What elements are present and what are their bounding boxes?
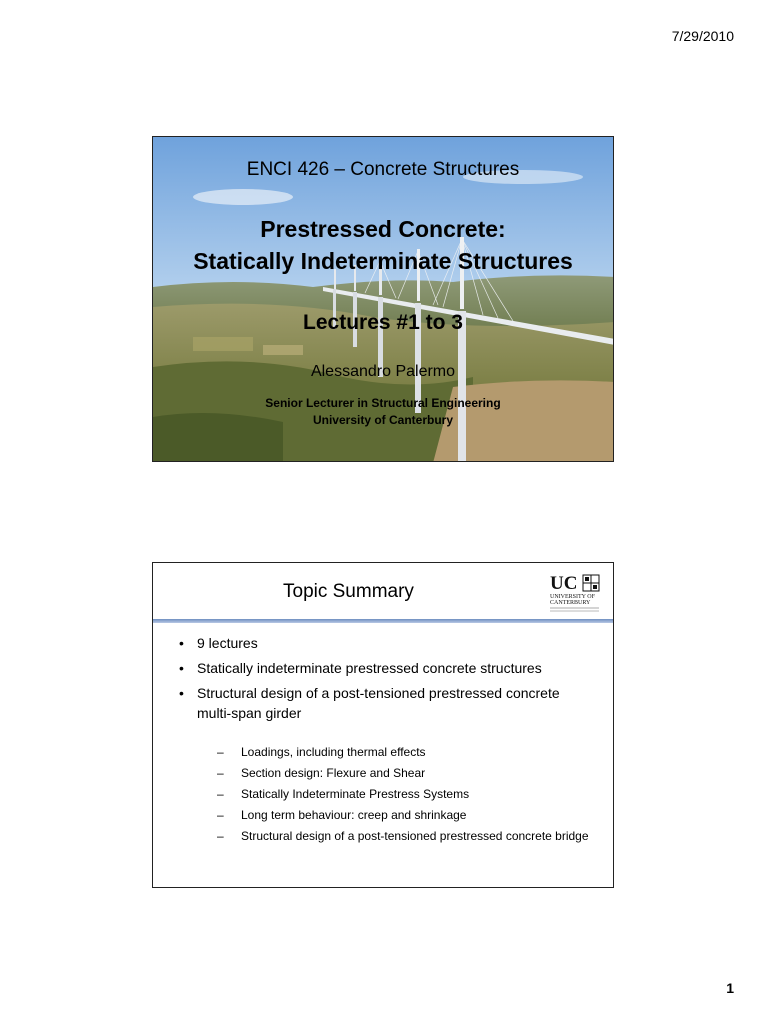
list-item: • 9 lectures — [177, 633, 593, 653]
course-title: ENCI 426 – Concrete Structures — [246, 159, 520, 180]
sub-list-item: – Statically Indeterminate Prestress Systems — [217, 785, 593, 803]
university-logo-icon — [549, 571, 603, 615]
sub-list-item: – Section design: Flexure and Shear — [217, 764, 593, 782]
slide-title: Topic Summary — [283, 581, 414, 602]
bullet-list — [177, 633, 593, 728]
author-role-line2: University of Canterbury — [312, 413, 454, 427]
sub-list-item: – Loadings, including thermal effects — [217, 743, 593, 761]
list-item — [177, 683, 593, 723]
author-role-line1: Senior Lecturer in Structural Engineering — [265, 396, 501, 410]
header-rule — [153, 619, 613, 623]
sub-list-item: – Structural design of a post-tensioned prestressed concrete bridge — [217, 827, 593, 845]
lectures-range: Lectures #1 to 3 — [303, 311, 463, 334]
topic-summary-slide — [152, 562, 614, 888]
lecture-title-line2: Statically Indeterminate Structures — [193, 248, 573, 274]
logo-uc-text: UC — [550, 573, 578, 594]
logo-line1-text: UNIVERSITY OF — [550, 594, 595, 600]
sub-list-item: – Long term behaviour: creep and shrinkage — [217, 806, 593, 824]
author-role — [153, 395, 613, 429]
author-name: Alessandro Palermo — [310, 363, 456, 380]
logo-line2-text: CANTERBURY — [550, 600, 591, 606]
sub-bullet-list — [177, 743, 593, 848]
list-item: • Statically indeterminate prestressed concrete structures — [177, 658, 593, 678]
lecture-title-line1: Prestressed Concrete: — [260, 216, 506, 242]
page-number: 1 — [726, 980, 734, 996]
page-date: 7/29/2010 — [671, 28, 734, 44]
slide-header — [153, 563, 613, 619]
title-slide — [152, 136, 614, 462]
lecture-title — [153, 213, 613, 277]
list-item-label: Structural design of a post-tensioned prestressed concrete multi-span girder — [197, 685, 560, 721]
